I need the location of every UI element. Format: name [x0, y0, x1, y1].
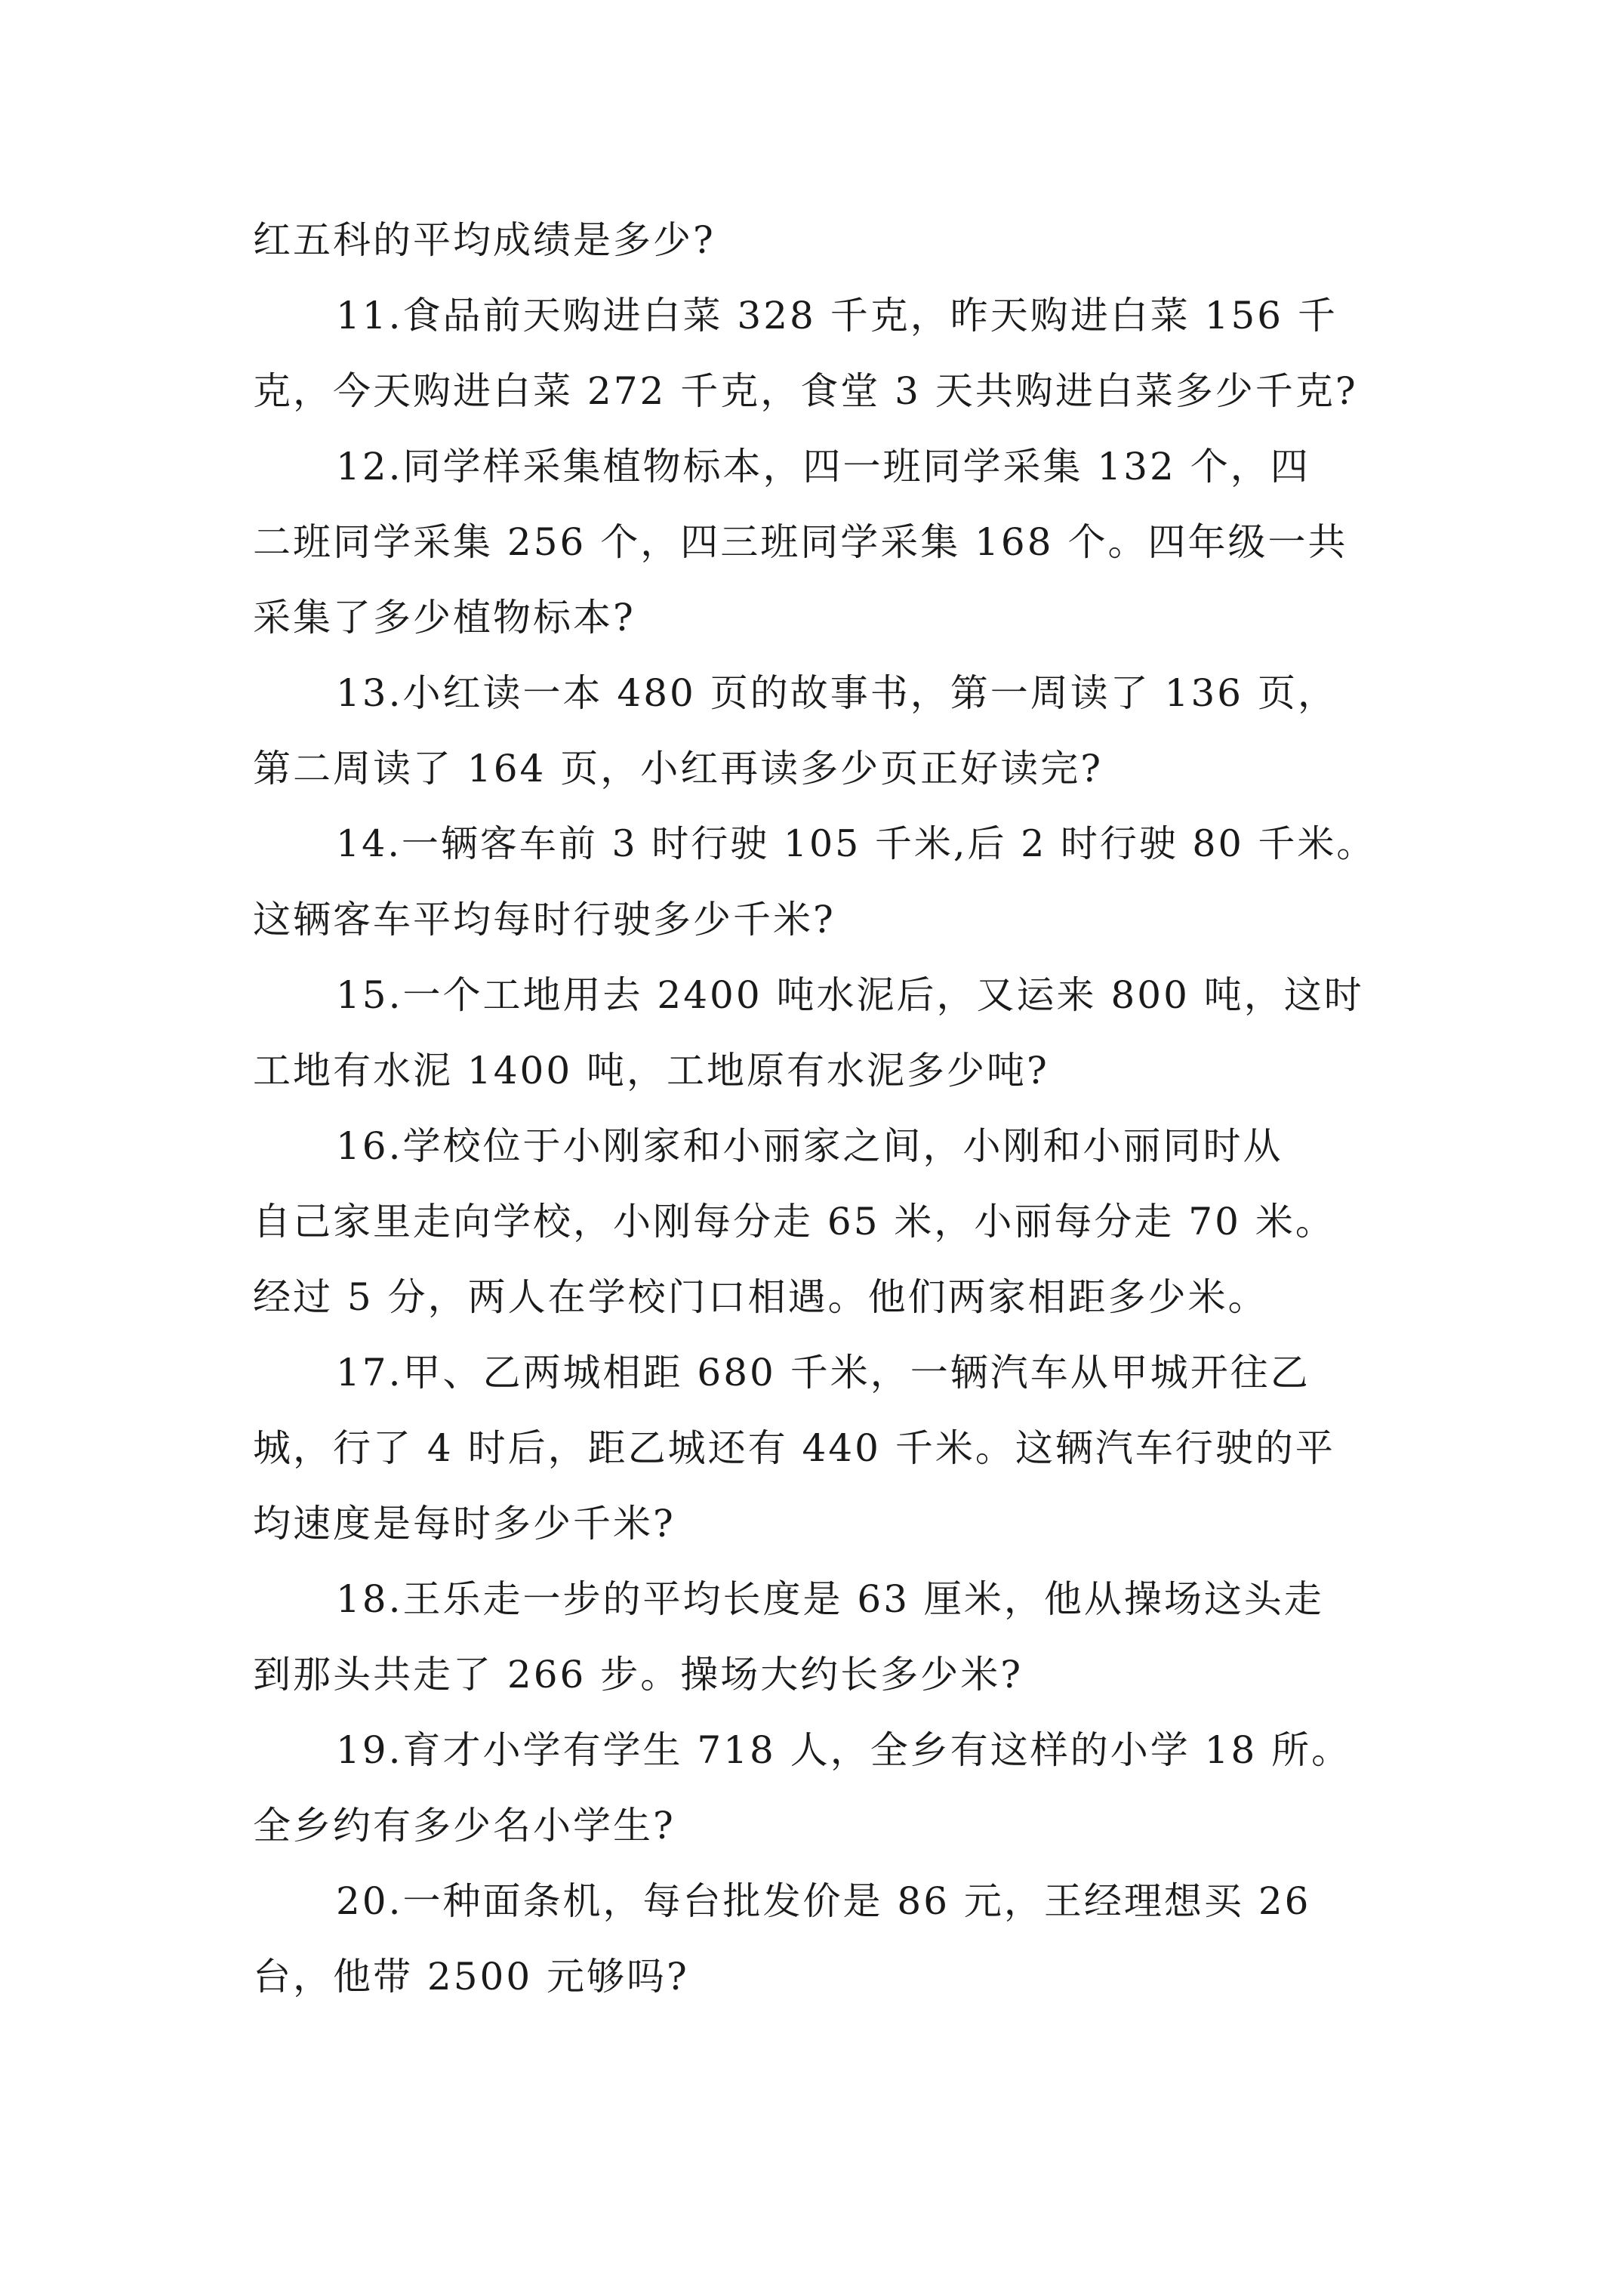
text-line-12: 工地有水泥 1400 吨，工地原有水泥多少吨? [253, 1049, 1049, 1093]
text-line-21: 19.育才小学有学生 718 人，全乡有这样的小学 18 所。 [336, 1728, 1352, 1772]
text-line-7: 13.小红读一本 480 页的故事书，第一周读了 136 页， [336, 671, 1338, 715]
text-line-24: 台，他带 2500 元够吗? [253, 1955, 689, 1999]
text-line-3: 克，今天购进白菜 272 千克，食堂 3 天共购进白菜多少千克? [253, 369, 1358, 413]
text-line-11: 15.一个工地用去 2400 吨水泥后，又运来 800 吨，这时 [336, 973, 1364, 1017]
text-line-18: 均速度是每时多少千米? [253, 1502, 676, 1546]
text-line-5: 二班同学采集 256 个，四三班同学采集 168 个。四年级一共 [253, 520, 1348, 564]
text-line-23: 20.一种面条机，每台批发价是 86 元，王经理想买 26 [336, 1879, 1311, 1923]
text-line-14: 自己家里走向学校，小刚每分走 65 米，小丽每分走 70 米。 [253, 1200, 1335, 1244]
text-line-10: 这辆客车平均每时行驶多少千米? [253, 898, 836, 942]
document-body [253, 202, 1393, 2014]
text-line-8: 第二周读了 164 页，小红再读多少页正好读完? [253, 747, 1104, 791]
text-line-17: 城，行了 4 时后，距乙城还有 440 千米。这辆汽车行驶的平 [253, 1426, 1335, 1470]
text-line-19: 18.王乐走一步的平均长度是 63 厘米，他从操场这头走 [336, 1577, 1324, 1621]
text-line-2: 11.食品前天购进白菜 328 千克，昨天购进白菜 156 千 [336, 294, 1338, 337]
text-line-9: 14.一辆客车前 3 时行驶 105 千米,后 2 时行驶 80 千米。 [336, 822, 1376, 865]
text-line-15: 经过 5 分，两人在学校门口相遇。他们两家相距多少米。 [253, 1275, 1268, 1319]
text-line-20: 到那头共走了 266 步。操场大约长多少米? [253, 1653, 1024, 1697]
text-line-22: 全乡约有多少名小学生? [253, 1804, 676, 1848]
text-line-16: 17.甲、乙两城相距 680 千米，一辆汽车从甲城开往乙 [336, 1351, 1310, 1395]
text-line-13: 16.学校位于小刚家和小丽家之间，小刚和小丽同时从 [336, 1124, 1283, 1168]
text-line-4: 12.同学样采集植物标本，四一班同学采集 132 个，四 [336, 445, 1310, 488]
text-line-6: 采集了多少植物标本? [253, 596, 636, 639]
text-line-1: 红五科的平均成绩是多少? [253, 218, 716, 262]
